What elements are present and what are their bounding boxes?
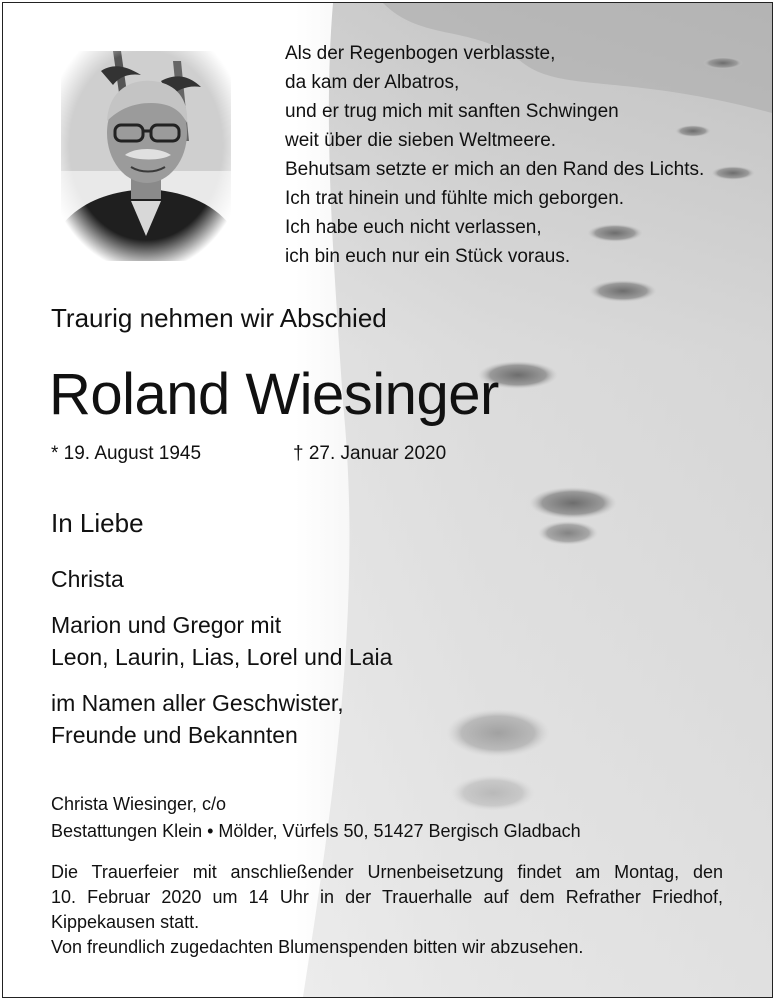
mourner-line: Christa <box>51 566 124 592</box>
mourner-group <box>51 563 392 595</box>
mourners-list <box>51 563 392 765</box>
contact-line: Bestattungen Klein • Mölder, Vürfels 50, 51427 Bergisch Gladbach <box>51 821 581 841</box>
notice-line: Die Trauerfeier mit anschließender Urnenbeisetzung findet am Montag, den <box>51 862 723 882</box>
poem-line: und er trug mich mit sanften Schwingen <box>285 101 619 122</box>
mourner-line: im Namen aller Geschwister, <box>51 690 344 716</box>
contact-address <box>51 791 581 845</box>
mourner-group <box>51 609 392 673</box>
in-love-heading: In Liebe <box>51 508 144 538</box>
poem-line: ich bin euch nur ein Stück voraus. <box>285 246 571 267</box>
notice-line: 10. Februar 2020 um 14 Uhr in der Trauerhalle auf dem Refrather Friedhof, <box>51 887 723 907</box>
mourner-line: Leon, Laurin, Lias, Lorel und Laia <box>51 644 393 670</box>
poem-line: Behutsam setzte er mich an den Rand des Lichts. <box>285 159 705 180</box>
contact-line: Christa Wiesinger, c/o <box>51 794 227 814</box>
poem <box>285 39 704 271</box>
mourner-group <box>51 687 392 751</box>
farewell-intro: Traurig nehmen wir Abschied <box>51 303 387 333</box>
funeral-notice <box>51 860 723 960</box>
portrait-photo <box>61 51 231 261</box>
notice-line: Von freundlich zugedachten Blumenspenden bitten wir abzusehen. <box>51 937 584 957</box>
poem-line: da kam der Albatros, <box>285 72 460 93</box>
notice-line: Kippekausen statt. <box>51 912 200 932</box>
mourner-line: Marion und Gregor mit <box>51 612 282 638</box>
poem-line: weit über die sieben Weltmeere. <box>285 130 557 151</box>
poem-line: Als der Regenbogen verblasste, <box>285 43 556 64</box>
obituary-card <box>2 2 773 998</box>
poem-line: Ich trat hinein und fühlte mich geborgen. <box>285 188 625 209</box>
mourner-line: Freunde und Bekannten <box>51 722 298 748</box>
death-date: † 27. Januar 2020 <box>293 443 447 464</box>
poem-line: Ich habe euch nicht verlassen, <box>285 217 542 238</box>
birth-date: * 19. August 1945 <box>51 443 202 464</box>
deceased-name: Roland Wiesinger <box>49 362 499 427</box>
